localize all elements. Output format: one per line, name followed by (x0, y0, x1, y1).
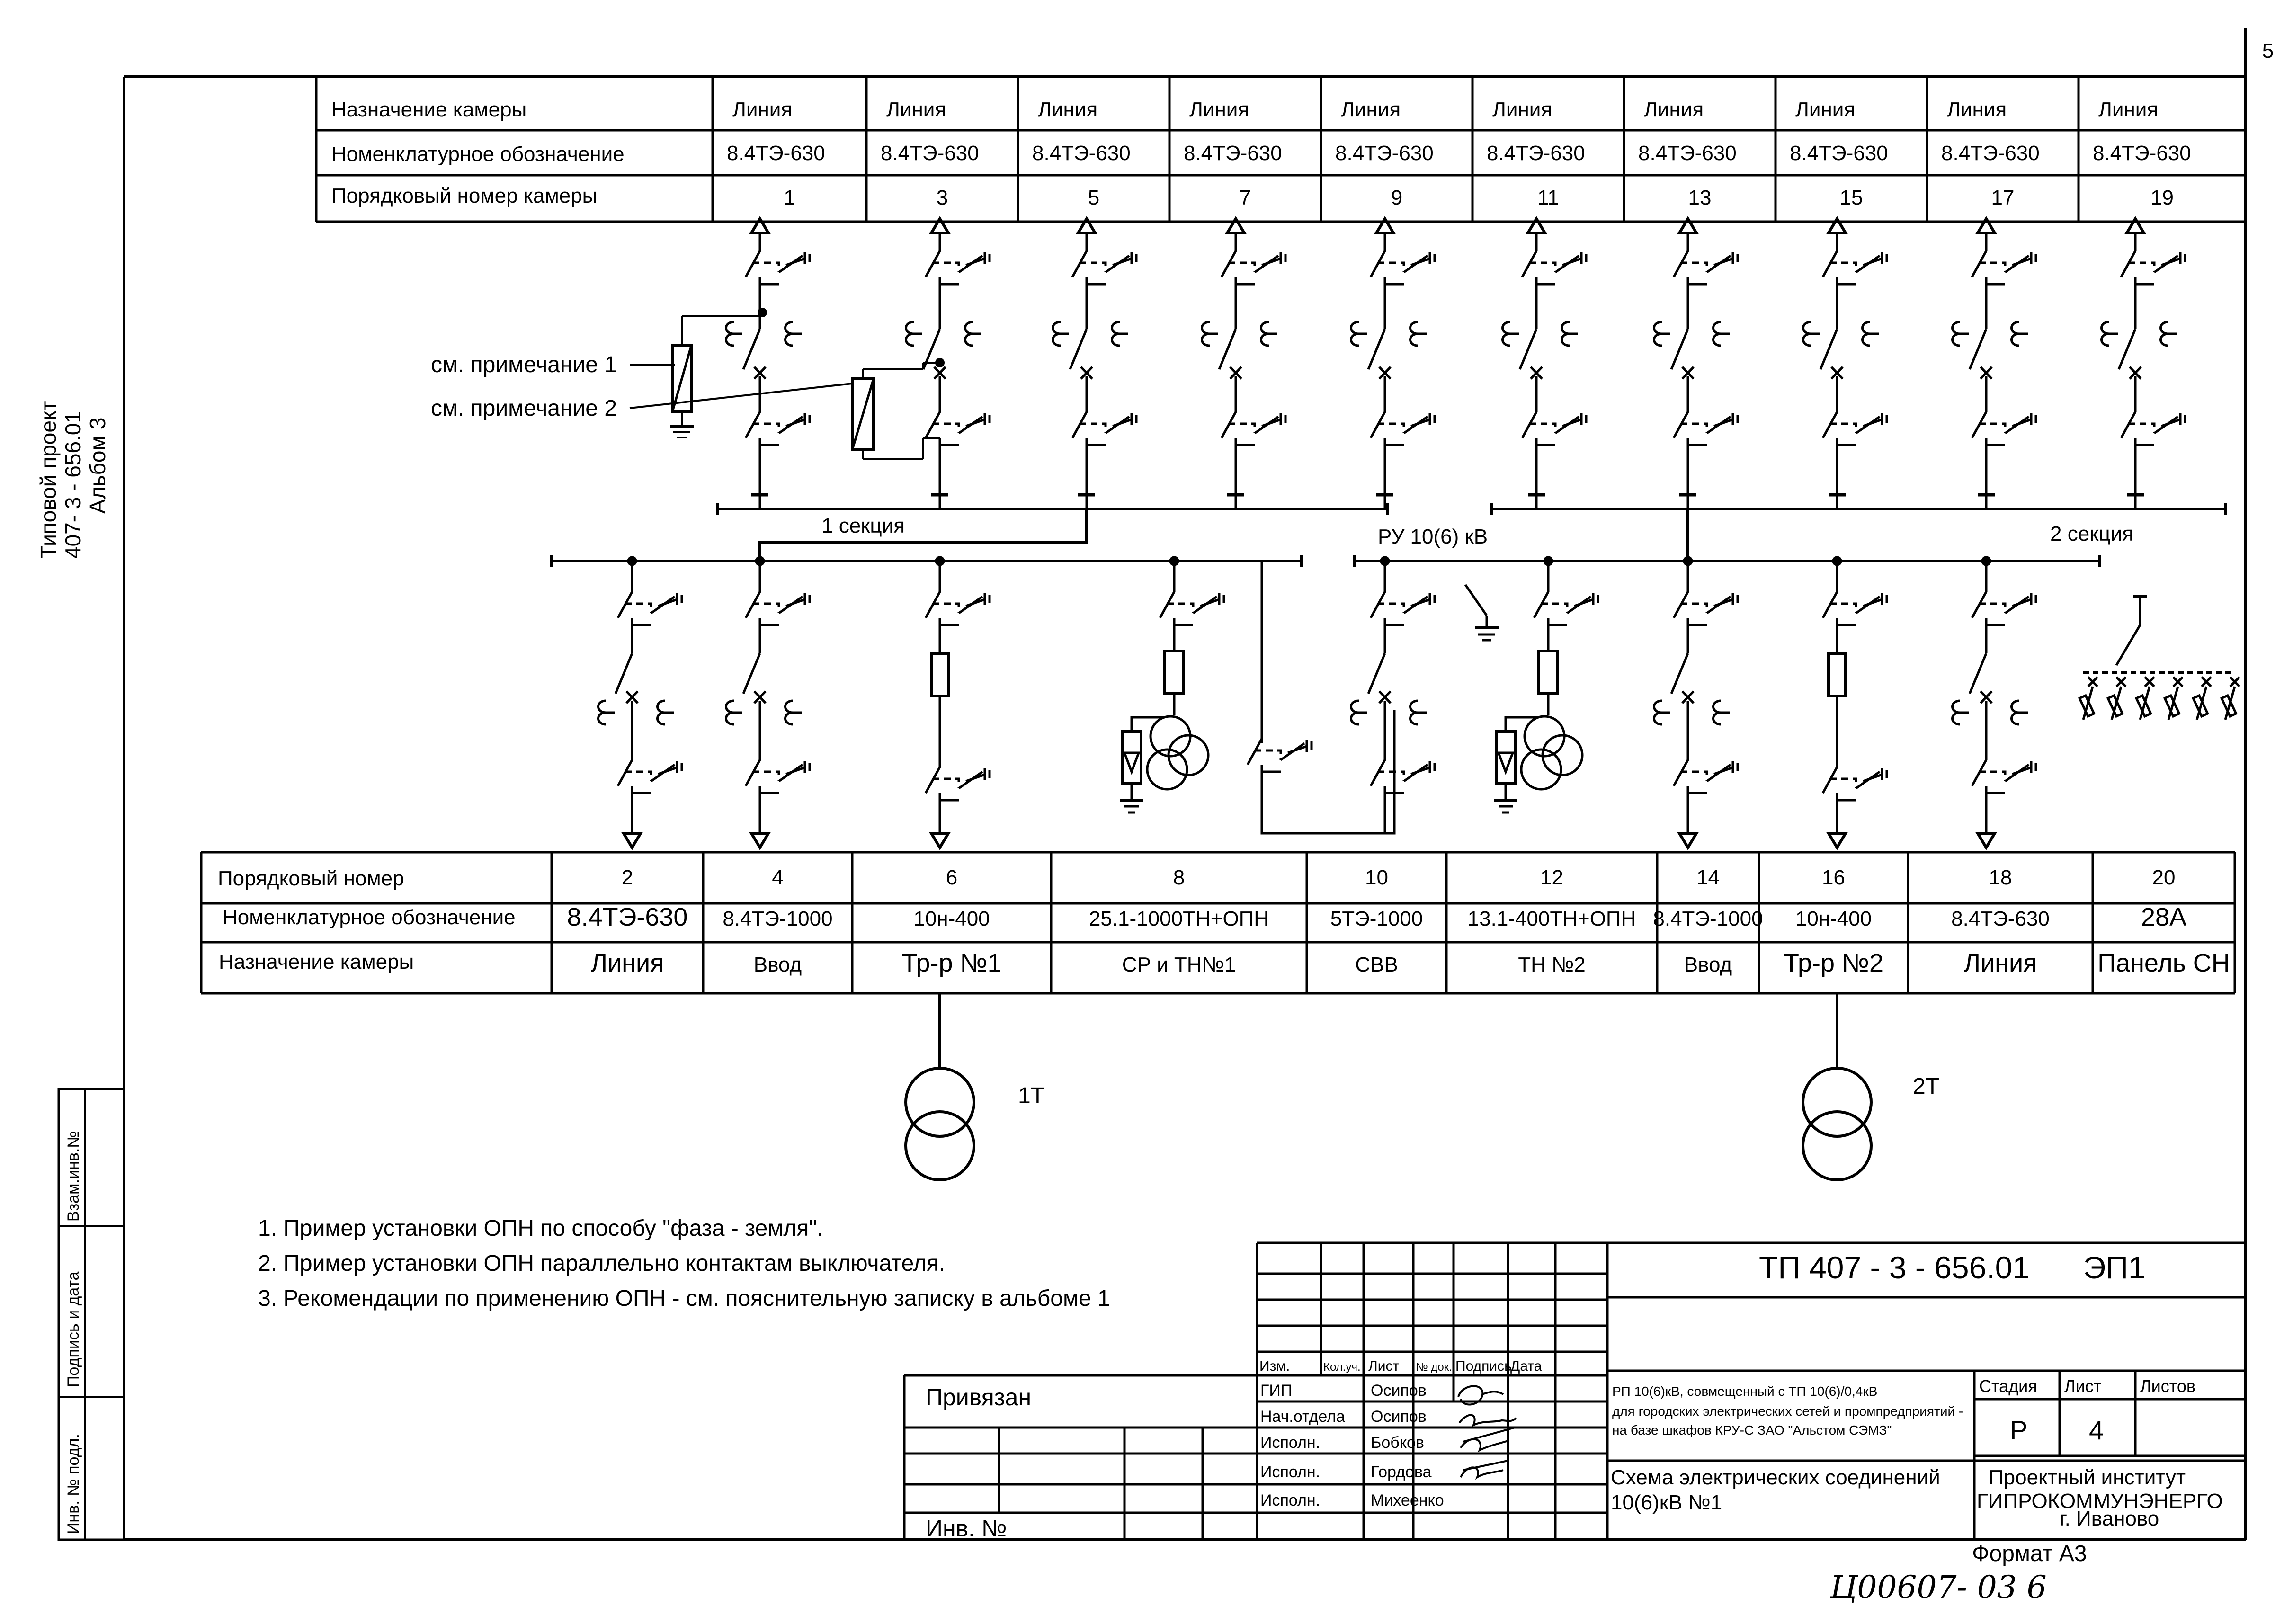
bottom-nomen-6: 13.1-400ТН+ОПН (1467, 907, 1636, 930)
upper-cell-2 (906, 219, 990, 509)
top-nomen-10: 8.4ТЭ-630 (2093, 142, 2191, 165)
org-3: г. Иваново (2060, 1507, 2159, 1530)
top-num-9: 17 (1991, 186, 2015, 209)
project-desc-1: РП 10(6)кВ, совмещенный с ТП 10(6)/0,4кВ (1612, 1384, 1878, 1399)
role-name-5: Михеенко (1371, 1491, 1444, 1509)
sheet-title-1: Схема электрических соединений (1611, 1466, 1940, 1489)
lower-cell-3 (926, 557, 990, 848)
top-num-8: 15 (1839, 186, 1863, 209)
bottom-row-label-nomen: Номенклатурное обозначение (223, 906, 516, 929)
sheet-label: Лист (2064, 1376, 2102, 1396)
top-num-6: 11 (1537, 186, 1559, 209)
lower-cell-5 (1351, 557, 1435, 833)
lower-cell-6 (1494, 557, 1598, 812)
top-num-10: 19 (2150, 186, 2174, 209)
role-2: Нач.отдела (1260, 1408, 1345, 1426)
note-3: 3. Рекомендации по применению ОПН - см. пояснительную записку в альбоме 1 (258, 1286, 1110, 1311)
bottom-num-4: 8 (1173, 866, 1185, 889)
main-busbars (552, 509, 2100, 567)
bottom-nomen-5: 5ТЭ-1000 (1330, 907, 1423, 930)
top-purpose-3: Линия (1038, 98, 1098, 121)
side-podpis: Подпись и дата (64, 1271, 82, 1387)
top-purpose-4: Линия (1189, 98, 1249, 121)
sheet-title-2: 10(6)кВ №1 (1611, 1491, 1722, 1514)
bus-label-ru: РУ 10(6) кВ (1378, 525, 1488, 548)
top-purpose-6: Линия (1492, 98, 1552, 121)
top-nomen-4: 8.4ТЭ-630 (1184, 142, 1282, 165)
top-num-5: 9 (1391, 186, 1403, 209)
bottom-num-7: 14 (1696, 866, 1720, 889)
upper-feeder-cells (726, 219, 2186, 509)
transformer-2 (1803, 993, 1871, 1180)
top-purpose-7: Линия (1644, 98, 1704, 121)
bottom-table-cells (567, 866, 2230, 977)
top-num-4: 7 (1239, 186, 1251, 209)
bound-label: Привязан (926, 1384, 1032, 1410)
format-label: Формат А3 (1972, 1541, 2087, 1566)
bottom-purpose-1: Линия (590, 949, 664, 977)
upper-cell-10 (2102, 219, 2186, 509)
bottom-nomen-9: 8.4ТЭ-630 (1951, 907, 2050, 930)
project-desc-2: для городских электрических сетей и промпредприятий - (1612, 1404, 1963, 1419)
top-nomen-2: 8.4ТЭ-630 (881, 142, 979, 165)
role-1: ГИП (1260, 1382, 1293, 1400)
sheet-code: ЭП1 (2083, 1250, 2146, 1285)
bottom-num-6: 12 (1540, 866, 1563, 889)
org-2: ГИПРОКОММУНЭНЕРГО (1977, 1490, 2223, 1513)
top-num-1: 1 (784, 186, 795, 209)
role-5: Исполн. (1260, 1491, 1320, 1509)
side-vzam: Взам.инв.№ (64, 1131, 82, 1222)
role-name-4: Гордова (1371, 1463, 1432, 1481)
top-nomen-1: 8.4ТЭ-630 (727, 142, 825, 165)
inv-no-label: Инв. № (926, 1515, 1007, 1542)
hdr-podpis: Подпись (1455, 1358, 1512, 1374)
lower-feeder-cells (598, 557, 2240, 848)
top-purpose-9: Линия (1947, 98, 2007, 121)
top-purpose-2: Линия (886, 98, 946, 121)
bottom-num-5: 10 (1365, 866, 1388, 889)
stage-value: Р (2010, 1415, 2028, 1445)
top-purpose-10: Линия (2098, 98, 2159, 121)
bottom-num-2: 4 (772, 866, 784, 889)
top-row-label-nomen: Номенклатурное обозначение (331, 143, 625, 166)
top-purpose-5: Линия (1341, 98, 1401, 121)
lower-cell-4 (1120, 557, 1394, 833)
upper-cell-5 (1351, 219, 1435, 509)
sheet-value: 4 (2089, 1415, 2104, 1445)
bottom-purpose-7: Ввод (1684, 953, 1732, 976)
bottom-nomen-1: 8.4ТЭ-630 (567, 903, 688, 931)
top-num-7: 13 (1688, 186, 1712, 209)
sheets-label: Листов (2140, 1376, 2195, 1396)
bottom-nomen-7: 8.4ТЭ-1000 (1653, 907, 1763, 930)
aux-panel-sn (2079, 597, 2239, 720)
lower-cell-7 (1654, 557, 1738, 848)
upper-cell-8 (1803, 219, 1887, 509)
upper-bus-lines (717, 503, 2225, 515)
bottom-purpose-3: Тр-р №1 (901, 949, 1002, 977)
top-purpose-8: Линия (1795, 98, 1856, 121)
bus-label-section2: 2 секция (2050, 522, 2134, 545)
bus-label-section1: 1 секция (821, 514, 905, 537)
bottom-num-8: 16 (1822, 866, 1845, 889)
side-stamp (36, 401, 124, 1540)
note-ref-2: см. примечание 2 (431, 396, 617, 421)
lower-cell-9 (1953, 557, 2036, 848)
role-name-2: Осипов (1371, 1408, 1427, 1426)
bottom-nomen-8: 10н-400 (1795, 907, 1872, 930)
note-1: 1. Пример установки ОПН по способу "фаза - земля". (258, 1216, 823, 1241)
hdr-data: Дата (1510, 1358, 1542, 1374)
upper-cell-6 (1503, 219, 1587, 509)
transformer-1 (906, 993, 974, 1180)
note-2: 2. Пример установки ОПН параллельно контактам выключателя. (258, 1251, 946, 1276)
archive-stamp: Ц00607- 03 6 (1830, 1569, 2047, 1606)
transformer-1-label: 1Т (1018, 1083, 1045, 1108)
surge-arrester-notes (431, 308, 944, 459)
top-num-3: 5 (1088, 186, 1100, 209)
side-project-line1: Типовой проект (36, 401, 61, 559)
top-num-2: 3 (936, 186, 948, 209)
bottom-row-label-purpose: Назначение камеры (219, 950, 414, 973)
role-name-3: Бобков (1371, 1434, 1424, 1452)
lower-cell-8 (1823, 557, 1887, 848)
upper-cell-4 (1202, 219, 1286, 509)
bottom-purpose-10: Панель СН (2097, 949, 2230, 977)
bottom-num-1: 2 (621, 866, 633, 889)
hdr-izm: Изм. (1259, 1358, 1290, 1374)
earthing-switch-ru (1465, 585, 1499, 640)
side-inv: Инв. № подл. (64, 1434, 82, 1534)
note-ref-1: см. примечание 1 (431, 352, 617, 377)
upper-cell-3 (1053, 219, 1137, 509)
bottom-purpose-5: СВВ (1355, 953, 1398, 976)
upper-cell-9 (1953, 219, 2036, 509)
bottom-nomen-10: 28А (2141, 903, 2187, 931)
role-4: Исполн. (1260, 1463, 1320, 1481)
hdr-kolvo: Кол.уч. (1323, 1361, 1361, 1374)
upper-cell-7 (1654, 219, 1738, 509)
bottom-purpose-2: Ввод (753, 953, 802, 976)
top-nomen-7: 8.4ТЭ-630 (1638, 142, 1737, 165)
bottom-nomen-3: 10н-400 (913, 907, 990, 930)
top-nomen-9: 8.4ТЭ-630 (1941, 142, 2040, 165)
project-desc-3: на базе шкафов КРУ-С ЗАО "Альстом СЭМЗ" (1612, 1423, 1892, 1437)
top-nomen-8: 8.4ТЭ-630 (1790, 142, 1888, 165)
bottom-purpose-4: СР и ТН№1 (1122, 953, 1236, 976)
side-project-line2: 407- 3 - 656.01 (61, 410, 85, 559)
stage-label: Стадия (1979, 1376, 2037, 1396)
bottom-purpose-9: Линия (1963, 949, 2037, 977)
bottom-purpose-8: Тр-р №2 (1784, 949, 1883, 977)
hdr-ndoc: № док. (1416, 1361, 1452, 1374)
bottom-num-10: 20 (2152, 866, 2176, 889)
bottom-num-3: 6 (946, 866, 958, 889)
top-nomen-3: 8.4ТЭ-630 (1032, 142, 1131, 165)
hdr-list: Лист (1368, 1358, 1400, 1374)
lower-cell-1 (598, 557, 682, 848)
sheet-frame (124, 28, 2246, 1540)
top-row-label-purpose: Назначение камеры (331, 98, 527, 121)
doc-code: ТП 407 - 3 - 656.01 (1759, 1250, 2030, 1285)
role-3: Исполн. (1260, 1434, 1320, 1452)
top-nomen-6: 8.4ТЭ-630 (1487, 142, 1585, 165)
org-1: Проектный институт (1989, 1466, 2186, 1489)
top-row-label-num: Порядковый номер камеры (331, 184, 598, 207)
top-table-cells (727, 98, 2191, 209)
bottom-row-label-num: Порядковый номер (218, 867, 404, 890)
top-purpose-1: Линия (732, 98, 793, 121)
sheet-number: 5 (2262, 39, 2274, 62)
upper-cell-1 (726, 219, 810, 509)
bottom-nomen-4: 25.1-1000ТН+ОПН (1089, 907, 1269, 930)
side-project-line3: Альбом 3 (85, 417, 110, 514)
top-table (316, 77, 2246, 222)
top-nomen-5: 8.4ТЭ-630 (1335, 142, 1434, 165)
lower-cell-2 (726, 557, 810, 848)
bottom-purpose-6: ТН №2 (1518, 953, 1586, 976)
bottom-num-9: 18 (1989, 866, 2012, 889)
transformer-2-label: 2Т (1913, 1074, 1940, 1099)
bottom-table (201, 852, 2235, 993)
role-name-1: Осипов (1371, 1382, 1427, 1400)
bottom-nomen-2: 8.4ТЭ-1000 (723, 907, 833, 930)
